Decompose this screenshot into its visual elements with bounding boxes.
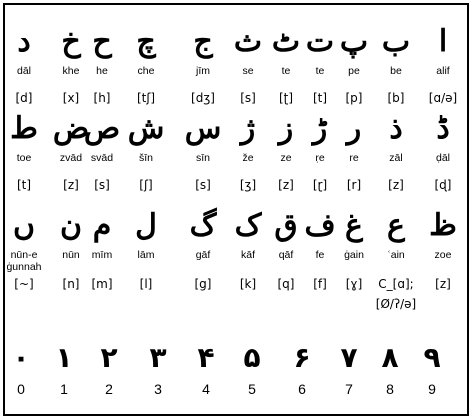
- letter-name: zāl: [389, 152, 403, 164]
- letter-name: mīm: [91, 249, 113, 261]
- letter-ipa: [tʃ]: [136, 91, 156, 105]
- letter-cell: [415, 209, 471, 299]
- letter-glyph: ا: [438, 24, 448, 59]
- letter-ipa: [ɣ]: [345, 277, 363, 291]
- letter-ipa: C_[ɑ];: [378, 277, 414, 291]
- letter-ipa: [z]: [435, 277, 451, 291]
- letter-ipa: [z]: [388, 178, 404, 192]
- letter-ipa: [t]: [312, 91, 328, 105]
- letter-ipa: [ʒ]: [239, 178, 257, 192]
- letter-ipa: [t]: [16, 178, 32, 192]
- letter-name: nūn-e ġunnah: [6, 249, 42, 273]
- letter-name: ʿain: [387, 249, 405, 261]
- letter-name: fe: [315, 249, 325, 261]
- digit-glyph: ۶: [293, 341, 311, 374]
- digit-number: 9: [428, 381, 436, 397]
- digit-glyph: ١: [55, 341, 73, 374]
- letter-ipa: [dʒ]: [191, 91, 215, 105]
- letter-glyph: ض: [52, 111, 90, 146]
- digit-number: 6: [298, 381, 306, 397]
- letter-glyph: ف: [304, 208, 336, 243]
- letter-ipa: [ɑ/ə]: [428, 91, 458, 105]
- letter-glyph: ق: [274, 208, 298, 243]
- digit-number: 2: [105, 381, 113, 397]
- letter-glyph: ژ: [240, 111, 256, 146]
- letter-ipa: [ɖ]: [434, 178, 452, 192]
- letter-glyph: خ: [61, 24, 81, 59]
- letter-glyph: ب: [381, 24, 411, 59]
- letter-name: se: [242, 65, 254, 77]
- letter-ipa: [ɽ]: [312, 178, 328, 192]
- letter-glyph: چ: [136, 24, 156, 59]
- letter-glyph: ص: [83, 111, 121, 146]
- letter-cell: [118, 25, 174, 115]
- letter-name: ḍāl: [435, 152, 450, 164]
- letter-name: alif: [436, 65, 450, 77]
- digit-number: 5: [248, 381, 256, 397]
- digit-number: 3: [154, 381, 162, 397]
- letter-ipa: [~]: [14, 277, 34, 291]
- letter-name: nūn: [62, 249, 80, 261]
- letter-glyph: ت: [305, 24, 335, 59]
- letter-name: gāf: [195, 249, 211, 261]
- letter-glyph: ع: [387, 208, 405, 243]
- letter-name: sīn: [195, 152, 210, 164]
- letter-ipa: [f]: [313, 277, 327, 291]
- letter-name: dāl: [16, 65, 31, 77]
- letter-glyph: ڈ: [436, 111, 450, 146]
- letter-cell: [415, 112, 471, 202]
- letter-glyph: ج: [193, 24, 213, 59]
- letter-ipa: [k]: [239, 277, 257, 291]
- letter-glyph: ک: [234, 208, 262, 243]
- letter-name: jīm: [196, 65, 210, 77]
- letter-cell: [415, 25, 471, 115]
- letter-glyph: غ: [345, 208, 363, 243]
- letter-name: kāf: [240, 249, 255, 261]
- letter-glyph: م: [92, 208, 112, 243]
- letter-name: zvād: [59, 152, 83, 164]
- digit-glyph: ۷: [340, 341, 358, 374]
- letter-name: qāf: [278, 249, 294, 261]
- letter-glyph: ر: [346, 111, 362, 146]
- letter-name: ġain: [344, 249, 364, 261]
- letter-name: toe: [16, 152, 32, 164]
- letter-name: ṛe: [315, 152, 325, 164]
- digit-glyph: ۵: [243, 341, 261, 374]
- letter-cell: [118, 209, 174, 299]
- letter-name: re: [349, 152, 359, 164]
- letter-ipa: [m]: [91, 277, 113, 291]
- letter-ipa: [ʈ]: [278, 91, 294, 105]
- letter-ipa-secondary: [Ø/ʔ/ə]: [375, 297, 417, 311]
- letter-ipa: [s]: [240, 91, 256, 105]
- letter-name: he: [96, 65, 108, 77]
- letter-name: zoe: [434, 249, 452, 261]
- letter-ipa: [d]: [15, 91, 33, 105]
- digit-glyph: ٨: [381, 341, 399, 374]
- letter-ipa: [ʃ]: [139, 178, 153, 192]
- letter-glyph: ذ: [389, 111, 403, 146]
- letter-ipa: [l]: [139, 277, 153, 291]
- letter-ipa: [h]: [93, 91, 111, 105]
- letter-name: ze: [280, 152, 292, 164]
- letter-ipa: [b]: [387, 91, 405, 105]
- letter-glyph: ٹ: [271, 24, 301, 59]
- letter-glyph: س: [184, 111, 222, 146]
- letter-glyph: ں: [12, 208, 36, 243]
- letter-glyph: ث: [233, 24, 263, 59]
- letter-glyph: ظ: [429, 208, 457, 243]
- letter-ipa: [n]: [62, 277, 80, 291]
- letter-glyph: ز: [278, 111, 294, 146]
- digit-number: 8: [386, 381, 394, 397]
- letter-ipa: [q]: [277, 277, 295, 291]
- letter-name: be: [390, 65, 402, 77]
- letter-name: šīn: [138, 152, 153, 164]
- digit-glyph: ٠: [12, 341, 30, 374]
- letter-glyph: ط: [10, 111, 38, 146]
- digit-glyph: ۴: [197, 341, 215, 374]
- letter-name: lām: [137, 249, 155, 261]
- digit-number: 4: [202, 381, 210, 397]
- letter-ipa: [s]: [195, 178, 211, 192]
- letter-glyph: ڑ: [312, 111, 328, 146]
- digit-glyph: ٣: [149, 341, 167, 374]
- alphabet-chart: [3, 3, 469, 416]
- letter-glyph: ل: [135, 208, 157, 243]
- letter-name: že: [242, 152, 254, 164]
- letter-ipa: [z]: [63, 178, 79, 192]
- letter-name: te: [281, 65, 291, 77]
- letter-glyph: د: [17, 24, 31, 59]
- digit-glyph: ٩: [423, 341, 441, 374]
- letter-name: khe: [62, 65, 80, 77]
- letter-name: pe: [348, 65, 360, 77]
- letter-name: svād: [90, 152, 114, 164]
- letter-cell: [118, 112, 174, 202]
- letter-glyph: پ: [339, 24, 369, 59]
- digit-glyph: ٢: [100, 341, 118, 374]
- letter-glyph: ش: [127, 111, 165, 146]
- digit-number: 0: [17, 381, 25, 397]
- letter-ipa: [s]: [94, 178, 110, 192]
- letter-ipa: [g]: [194, 277, 212, 291]
- digit-number: 1: [60, 381, 68, 397]
- letter-ipa: [p]: [345, 91, 363, 105]
- letter-ipa: [r]: [346, 178, 362, 192]
- letter-name: te: [315, 65, 325, 77]
- letter-name: che: [137, 65, 155, 77]
- letter-ipa: [z]: [278, 178, 294, 192]
- letter-glyph: ن: [59, 208, 83, 243]
- letter-glyph: گ: [189, 208, 217, 243]
- letter-glyph: ح: [92, 24, 112, 59]
- letter-ipa: [x]: [62, 91, 80, 105]
- digit-number: 7: [345, 381, 353, 397]
